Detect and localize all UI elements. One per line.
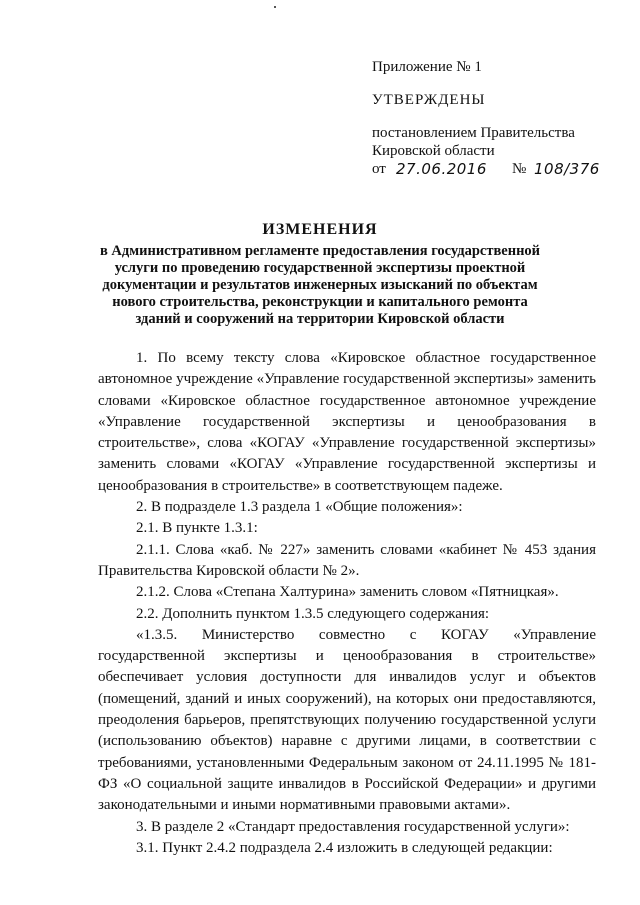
- paragraph-1: 1. По всему тексту слова «Кировское областное государственное автономное учреждение «Управление государственной экспертизы» заменить словами «Кировское областное государственное автономное учреждение «Управление государственной экспертизы и ценообразования в строительстве», слова «КОГАУ «Управление государственной экспертизы» заменить словами «КОГАУ «Управление государственной экспертизы и ценообразования в строительстве» в соответствующем падеже.: [98, 350, 596, 494]
- paragraph-2-1-1: 2.1.1. Слова «каб. № 227» заменить словами «кабинет № 453 здания Правительства Кировской области № 2».: [98, 541, 596, 579]
- paragraph-1-3-5: «1.3.5. Министерство совместно с КОГАУ «Управление государственной экспертизы и ценообразования в строительстве» обеспечивает условия доступности для инвалидов услуг и объектов (помещений, зданий и иных сооружений), на которых они предоставляются, преодоления барьеров, препятствующих получению государственной услуги (использованию объектов) наравне с другими лицами, в соответствии с требованиями, установленными Федеральным законом от 24.11.1995 № 181-ФЗ «О социальной защите инвалидов в Российской Федерации» и другими законодательными и иными нормативными правовыми актами».: [98, 626, 596, 814]
- handwritten-date: 27.06.2016: [396, 160, 487, 178]
- paragraph-2-1: 2.1. В пункте 1.3.1:: [136, 520, 258, 537]
- heading-title: ИЗМЕНЕНИЯ: [262, 221, 378, 238]
- paragraph-2-1-2: 2.1.2. Слова «Степана Халтурина» заменить словом «Пятницкая».: [136, 584, 559, 601]
- heading-subtitle: в Административном регламенте предоставления государственной услуги по проведению государственной экспертизы проектной документации и результатов инженерных изысканий по объектам нового строительства, реконструкции и капитального ремонта зданий и сооружений на территории Кировской области: [99, 243, 541, 327]
- number-prefix: №: [512, 161, 527, 177]
- decree-line-2: Кировской области: [372, 143, 495, 159]
- document-heading: [90, 221, 550, 328]
- paragraph-2: 2. В подразделе 1.3 раздела 1 «Общие положения»:: [136, 499, 463, 516]
- scan-speck: [274, 6, 276, 8]
- appendix-label: Приложение № 1: [372, 59, 482, 75]
- decree-block: [372, 124, 600, 180]
- date-prefix: от: [372, 161, 386, 177]
- paragraph-3: 3. В разделе 2 «Стандарт предоставления государственной услуги»:: [136, 818, 570, 835]
- paragraph-2-2: 2.2. Дополнить пунктом 1.3.5 следующего содержания:: [136, 605, 490, 622]
- decree-line-1: постановлением Правительства: [372, 125, 575, 141]
- document-body: [98, 348, 596, 859]
- date-number-row: [372, 160, 600, 180]
- handwritten-number: 108/376: [534, 160, 600, 178]
- approved-label: УТВЕРЖДЕНЫ: [372, 92, 486, 108]
- paragraph-3-1: 3.1. Пункт 2.4.2 подраздела 2.4 изложить в следующей редакции:: [136, 839, 553, 856]
